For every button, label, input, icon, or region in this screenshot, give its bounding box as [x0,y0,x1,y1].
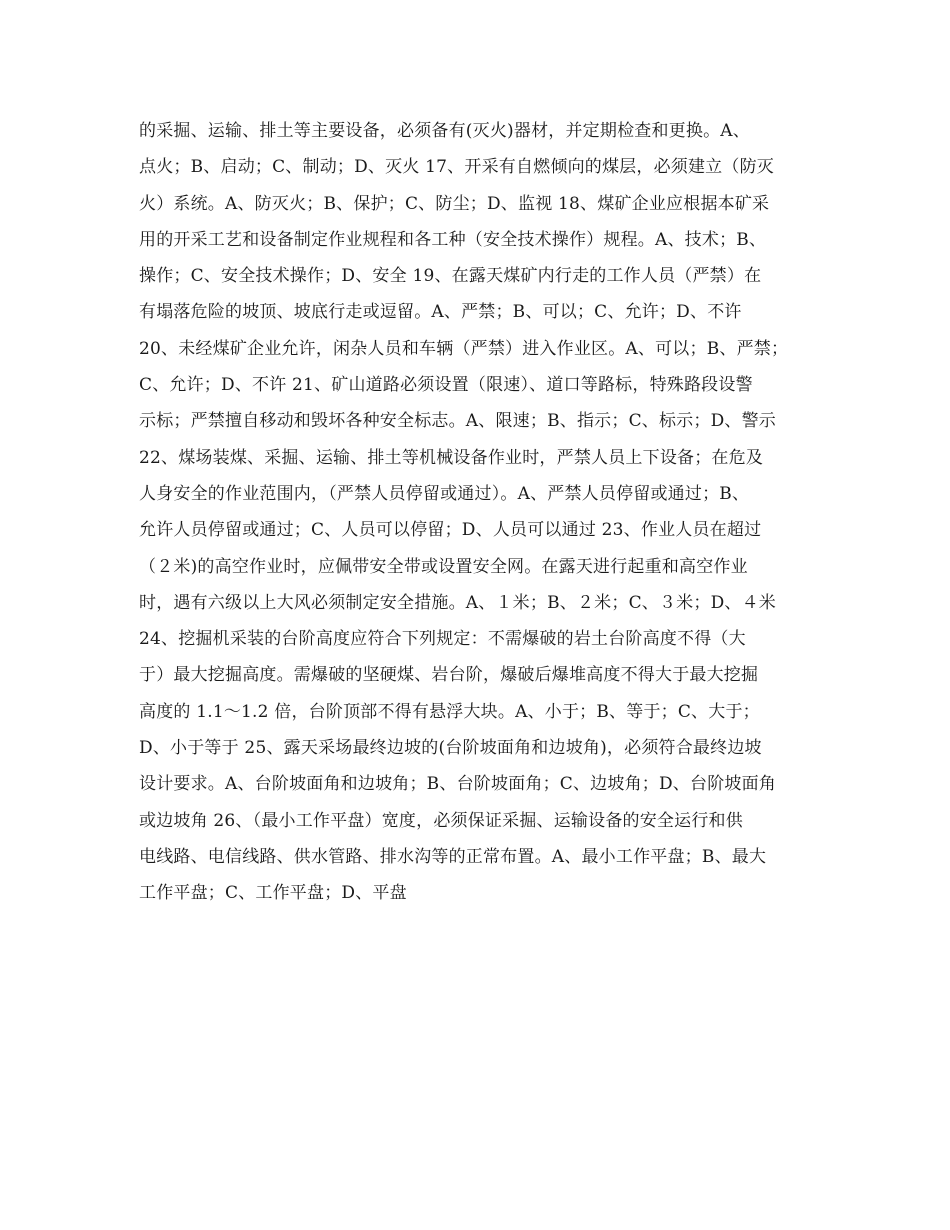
text-line: 有塌落危险的坡顶、坡底行走或逗留。A、严禁；B、可以；C、允许；D、不许 [139,302,742,323]
text-line: 操作；C、安全技术操作；D、安全 19、在露天煤矿内行走的工作人员（严禁）在 [139,266,762,287]
text-line: 20、未经煤矿企业允许，闲杂人员和车辆（严禁）进入作业区。A、可以；B、严禁； [139,338,789,359]
text-line: 高度的 1.1～1.2 倍，台阶顶部不得有悬浮大块。A、小于；B、等于；C、大于； [139,701,760,722]
text-line: 于）最大挖掘高度。需爆破的坚硬煤、岩台阶，爆破后爆堆高度不得大于最大挖掘 [139,665,759,686]
text-line: 用的开采工艺和设备制定作业规程和各工种（安全技术操作）规程。A、技术；B、 [139,229,767,250]
text-line: 允许人员停留或通过；C、人员可以停留；D、人员可以通过 23、作业人员在超过 [139,520,762,541]
text-line: 示标；严禁擅自移动和毁坏各种安全标志。A、限速；B、指示；C、标示；D、警示 [139,411,777,432]
text-line: 22、煤场装煤、采掘、运输、排土等机械设备作业时，严禁人员上下设备；在危及 [139,447,764,468]
text-line: 24、挖掘机采装的台阶高度应符合下列规定：不需爆破的岩土台阶高度不得（大 [139,629,746,650]
text-line: 人身安全的作业范围内，（严禁人员停留或通过）。A、严禁人员停留或通过；B、 [139,483,750,504]
text-line: 工作平盘；C、工作平盘；D、平盘 [139,883,407,904]
text-line: 时，遇有六级以上大风必须制定安全措施。A、１米；B、２米；C、３米；D、４米 [139,592,777,613]
text-line: 电线路、电信线路、供水管路、排水沟等的正常布置。A、最小工作平盘；B、最大 [139,846,767,867]
text-line: 火）系统。A、防灭火；B、保护；C、防尘；D、监视 18、煤矿企业应根据本矿采 [139,193,770,214]
text-line: D、小于等于 25、露天采场最终边坡的(台阶坡面角和边坡角)，必须符合最终边坡 [139,738,762,759]
text-line: 的采掘、运输、排土等主要设备，必须备有(灭火)器材，并定期检查和更换。A、 [139,121,750,141]
text-line: 点火；B、启动；C、制动；D、灭火 17、开采有自燃倾向的煤层，必须建立（防灭 [139,157,774,178]
text-line: 或边坡角 26、（最小工作平盘）宽度，必须保证采掘、运输设备的安全运行和供 [139,810,743,831]
body-text [139,113,819,912]
text-line: （２米)的高空作业时，应佩带安全带或设置安全网。在露天进行起重和高空作业 [139,556,748,577]
text-line: C、允许；D、不许 21、矿山道路必须设置（限速）、道口等路标，特殊路段设警 [139,375,753,396]
text-line: 设计要求。A、台阶坡面角和边坡角；B、台阶坡面角；C、边坡角；D、台阶坡面角 [139,774,777,795]
